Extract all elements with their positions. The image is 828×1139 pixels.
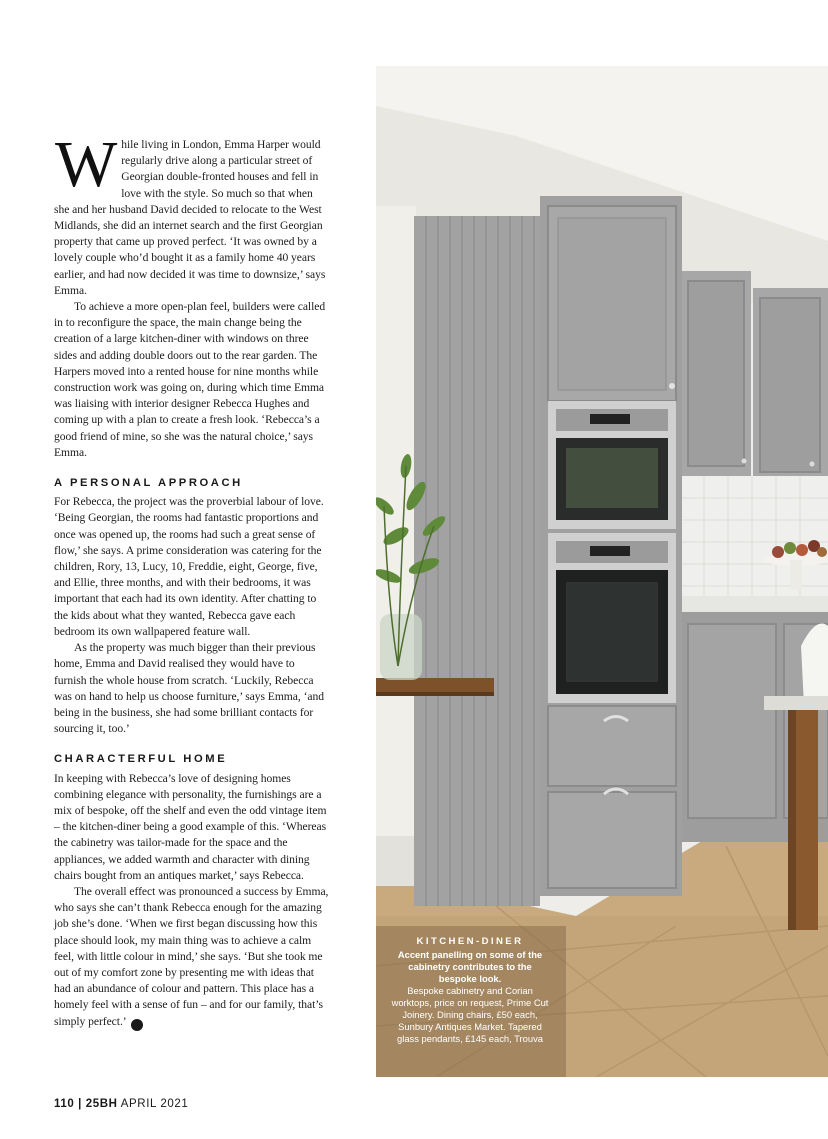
folio-separator: | bbox=[78, 1098, 82, 1110]
caption-title: KITCHEN-DINER bbox=[416, 936, 524, 947]
paragraph-6 bbox=[54, 884, 330, 1031]
paragraph-4: As the property was much bigger than their previous home, Emma and David realised they would have to furnish the whole house from scratch. ‘Luckily, Rebecca was on hand to help us choose furniture,’ says Emma, ‘and being in the business, she had some brilliant contacts for sourcing it, too.’ bbox=[54, 641, 324, 736]
drop-cap: W bbox=[55, 128, 118, 201]
article-body bbox=[54, 128, 330, 1031]
photo-caption bbox=[388, 936, 552, 1045]
subhead-characterful-home: CHARACTERFUL HOME bbox=[54, 753, 228, 766]
paragraph-5: In keeping with Rebecca’s love of designing homes combining elegance with personality, the furnishings are a mix of bespoke, off the shelf and even the odd vintage item – the kitchen-diner being a good example of this. ‘Whereas the cabinetry was tailor-made for the space and the appliances, we added warmth and character with dining chairs bought from an antiques market,’ says Rebecca. bbox=[54, 771, 327, 882]
intro-text: hile living in London, Emma Harper would regularly drive along a particular street of Georgian double-fronted houses and fell in love with the style. So much so that when she and her husband David decided to relocate to the West Midlands, she did an internet search and the first Georgian property that came up proved perfect. ‘It was owned by a lovely couple who’d bought it as a family home 40 years earlier, and had now decided it was time to downsize,’ says Emma. bbox=[54, 138, 326, 297]
paragraph-6-text: The overall effect was pronounced a success by Emma, who says she can’t thank Rebecca enough for the amazing job she’s done. ‘When we first began discussing how this place should look, my main thing was to achieve a calm feel, with little colour in mind,’ she says. ‘But she took me out of my comfort zone by presenting me with ideas that had an abundance of colour and pattern. This place has a homely feel with a sense of fun – and for our family, that’s simply perfect.’ bbox=[54, 884, 329, 1028]
caption-body: Bespoke cabinetry and Corian worktops, price on request, Prime Cut Joinery. Dining chairs, £50 each, Sunbury Antiques Market. Tapered glass pendants, £145 each, Trouva bbox=[391, 985, 549, 1044]
caption-lead: Accent panelling on some of the cabinetry contributes to the bespoke look. bbox=[397, 949, 543, 984]
folio bbox=[54, 1098, 188, 1110]
end-mark-icon: 25 bbox=[131, 1019, 143, 1031]
paragraph-2: To achieve a more open-plan feel, builders were called in to reconfigure the space, the main change being the creation of a large kitchen-diner with windows on three sides and adding double doors out to the rear garden. The Harpers moved into a rented house for nine months while construction work was going on, during which time Emma was liaising with interior designer Rebecca Hughes and coming up with a plan to create a fresh look. ‘Rebecca’s a good friend of mine, so she was the natural choice,’ says Emma. bbox=[54, 300, 326, 459]
subhead-personal-approach: A PERSONAL APPROACH bbox=[54, 477, 243, 490]
intro-paragraph bbox=[54, 128, 330, 299]
paragraph-3: For Rebecca, the project was the proverbial labour of love. ‘Being Georgian, the rooms had fantastic proportions and once was opened up, the rooms had such a great sense of flow,’ she says. A prime consideration was catering for the children, Rory, 13, Lucy, 10, Freddie, eight, George, five, and Ellie, three months, and with their bedrooms, it was important that each had its own identity. After chatting to the kids about what they wanted, Rebecca gave each bedroom its own wallpapered feature wall. bbox=[54, 495, 324, 638]
magazine-name: 25BH bbox=[85, 1098, 118, 1110]
kitchen-illustration bbox=[376, 66, 828, 1077]
kitchen-photo bbox=[376, 66, 828, 1077]
issue-date: APRIL 2021 bbox=[120, 1098, 189, 1110]
page-number: 110 bbox=[54, 1098, 75, 1110]
